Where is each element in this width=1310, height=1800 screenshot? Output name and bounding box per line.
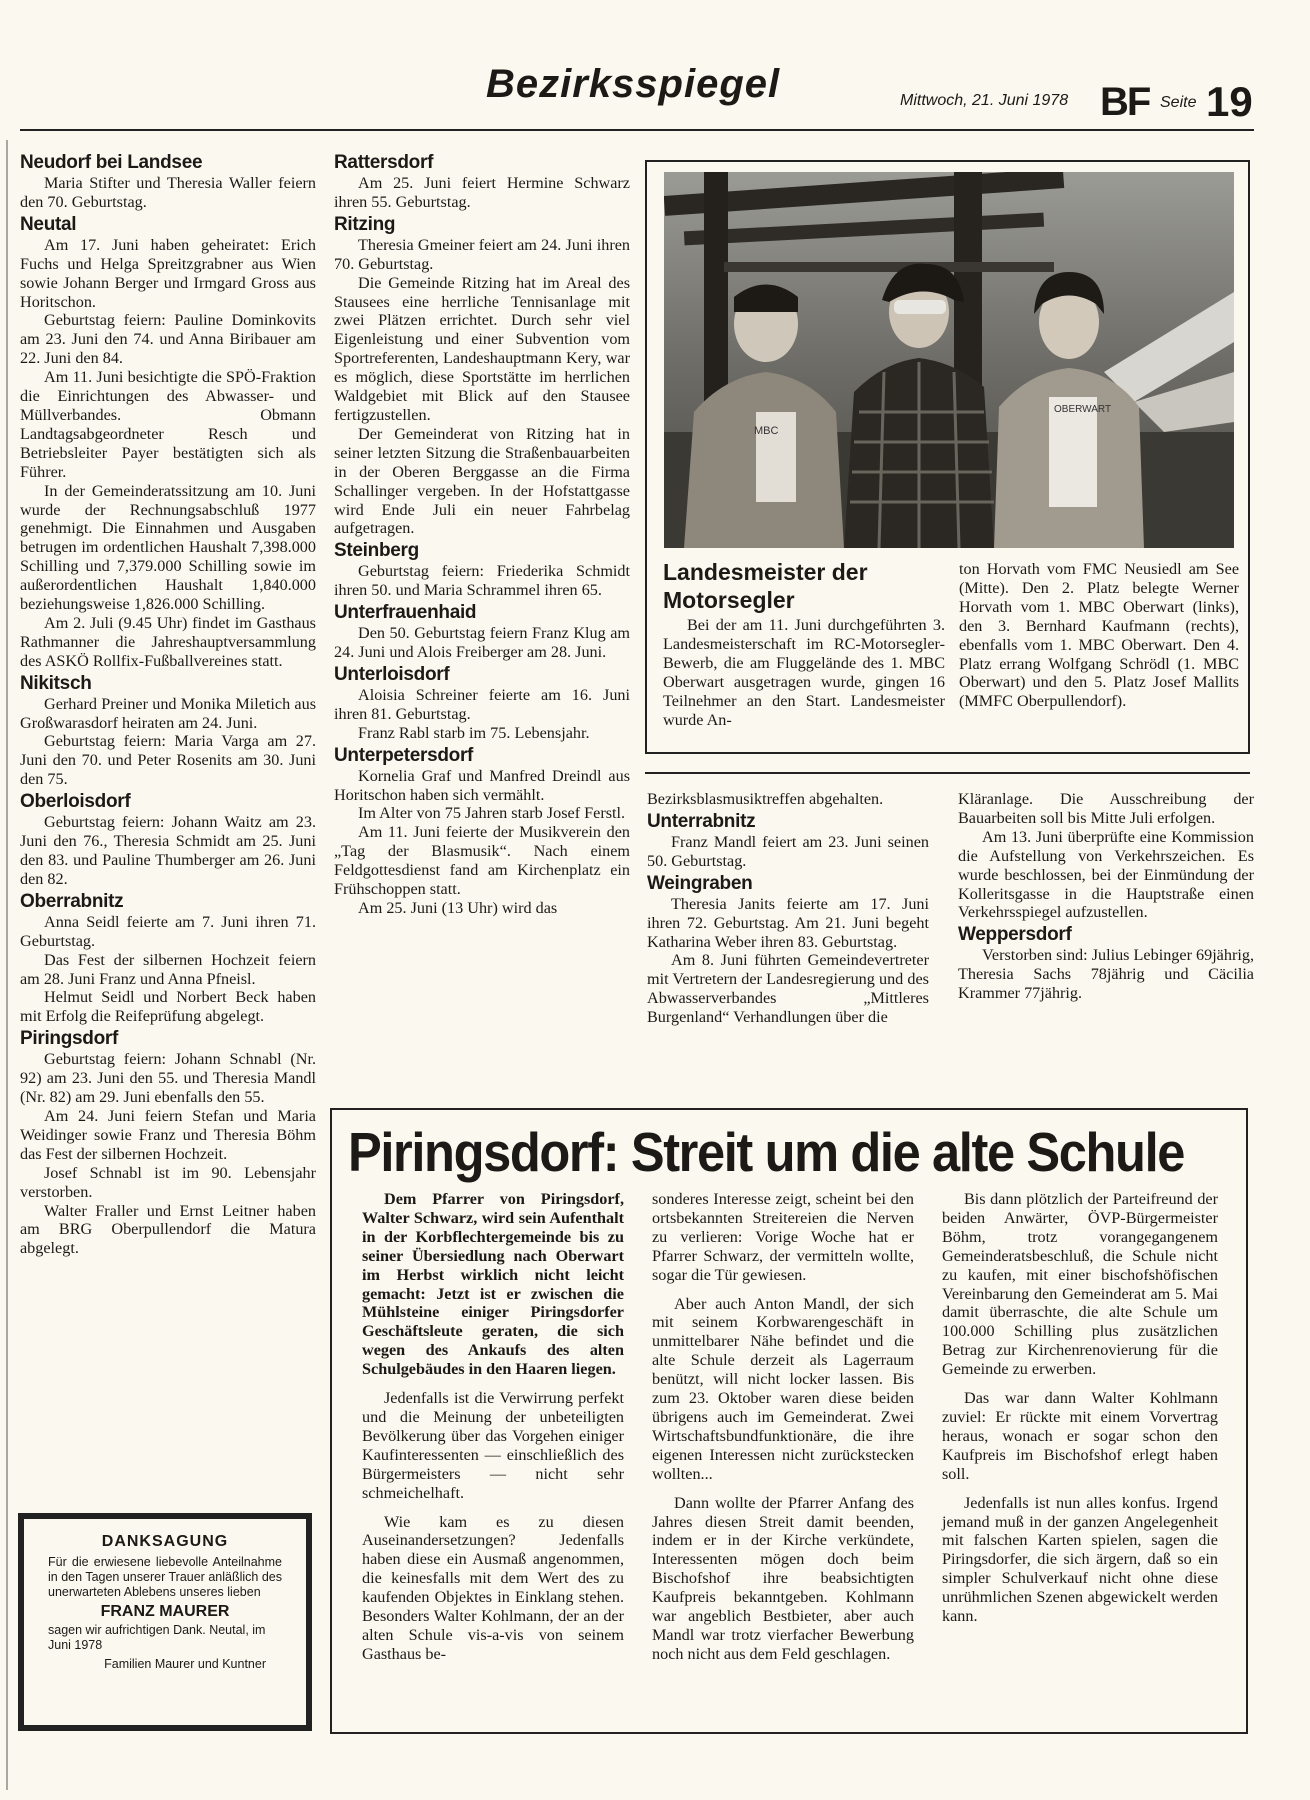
article-lead: Dem Pfarrer von Piringsdorf, Walter Schwarz, wird sein Aufenthalt in der Korbflechtergemeinde bis zu seiner Übersiedlung nach Oberwart im Herbst wirklich nicht leicht gemacht: Jetzt ist er zwischen die Mühlsteine einiger Piringsdorfer Geschäftsleute geraten, die sich wegen des Ankaufs des alten Schulgebäudes in den Haaren liegen. [362,1190,624,1379]
news-paragraph: Kornelia Graf und Manfred Dreindl aus Horitschon haben sich vermählt. [334,766,630,804]
news-paragraph: Am 13. Juni überprüfte eine Kommission die Aufstellung von Verkehrszeichen. Es wurde beschlossen, bei der Einmündung der Kolleritsgasse in die Hauptstraße einen Verkehrsspiegel aufzustellen. [958,827,1254,922]
article-paragraph: Dann wollte der Pfarrer Anfang des Jahres diesen Streit damit beenden, indem er in der Kirche verkündete, Interessenten mögen doch beim Bischofshof ihre beabsichtigten Kaufpreis bekanntgeben. Kohlmann war angeblich Bestbieter, aber auch Mandl war trotz vierfacher Bewerbung noch nicht aus dem Feld geschlagen. [652,1493,914,1663]
section-rule [645,772,1250,774]
news-paragraph: Am 25. Juni feiert Hermine Schwarz ihren 55. Geburtstag. [334,174,630,211]
article-paragraph: sonderes Interesse zeigt, scheint bei den ortsbekannten Streitereien die Nerven zu verlieren: Vorige Woche hat er Pfarrer Schwarz, der vermitteln wollte, sogar die Tür gewiesen. [652,1190,914,1284]
news-paragraph: Am 11. Juni feierte der Musikverein den „Tag der Blasmusik“. Nach einem Feldgottesdienst fand am Kirchenplatz ein Frühschoppen statt. [334,823,630,899]
article-paragraph: Jedenfalls ist die Verwirrung perfekt und die Meinung der unbeteiligten Bevölkerung über das Vorgehen einiger Kaufinteressenten — einschließlich des Bürgermeisters — nicht sehr schmeichelhaft. [362,1389,624,1502]
news-paragraph: Geburtstag feiern: Johann Schnabl (Nr. 92) am 23. Juni den 55. und Theresia Mandl (Nr. 82) am 29. Juni ebenfalls den 55. [20,1050,316,1107]
page-number: 19 [1206,78,1253,125]
thanks-body-2: sagen wir aufrichtigen Dank. Neutal, im Juni 1978 [48,1623,266,1652]
news-column-2 [334,150,630,918]
locality-heading: Neutal [20,213,77,235]
news-paragraph: Kläranlage. Die Ausschreibung der Bauarbeiten soll bis Mitte Juli erfolgen. [958,790,1254,827]
news-paragraph: Theresia Janits feierte am 17. Juni ihren 72. Geburtstag. Am 21. Juni begeht Katharina Weber ihren 83. Geburtstag. [647,894,929,951]
news-paragraph: Franz Mandl feiert am 23. Juni seinen 50. Geburtstag. [647,832,929,870]
news-paragraph: Geburtstag feiern: Johann Waitz am 23. Juni den 76., Theresia Schmidt am 25. Juni den 83. und Pauline Thumberger am 26. Juni den 82. [20,813,316,888]
article-paragraph: Wie kam es zu diesen Auseinandersetzungen? Jedenfalls haben diese ein Ausmaß angenommen, die keinesfalls mit dem Wert des zu kaufenden Objektes in Einklang stehen. Besonders Walter Kohlmann, der an der alten Schule vis-a-vis von seinem Gasthaus be- [362,1512,624,1663]
article-column-2 [652,1190,914,1674]
news-paragraph: Verstorben sind: Julius Lebinger 69jährig, Theresia Sachs 78jährig und Cäcilia Krammer 77jährig. [958,946,1254,1003]
locality-heading: Neudorf bei Landsee [20,152,203,173]
locality-heading: Piringsdorf [20,1028,119,1050]
locality-heading: Rattersdorf [334,152,434,173]
news-paragraph: Am 17. Juni haben geheiratet: Erich Fuchs und Helga Spreitzgrabner aus Wien sowie Johann Berger und Irmgard Gross aus Horitschon. [20,235,316,311]
locality-heading: Oberloisdorf [20,791,131,813]
thanks-title: DANKSAGUNG [101,1533,229,1550]
news-paragraph: Am 11. Juni besichtigte die SPÖ-Fraktion die Einrichtungen des Abwasser- und Müllverbandes. Obmann Landtagsabgeordneter Resch und Betriebsleiter Payer bestätigten sich als Führer. [20,368,316,481]
article-paragraph: Das war dann Walter Kohlmann zuviel: Er rückte mit einem Vorvertrag heraus, wonach er sogar schon den Kaufpreis im Bischofshof erlegt haben soll. [942,1389,1218,1483]
thanks-body: Für die erwiesene liebevolle Anteilnahme in den Tagen unserer Trauer anläßlich des unerwarteten Ablebens unseres lieben [48,1555,282,1599]
article-paragraph: Jedenfalls ist nun alles konfus. Irgend jemand muß in der ganzen Angelegenheit mit falschen Karten spielen, sagen die Piringsdorfer, die sich ärgern, daß so ein simpler Schulverkauf nicht ohne diese unrühmlichen Szenen abgewickelt werden kann. [942,1493,1218,1626]
locality-heading: Unterfrauenhaid [334,602,477,624]
photo-story [645,160,1250,754]
shirt-print-1: MBC [754,425,779,437]
news-paragraph: Am 25. Juni (13 Uhr) wird das [358,899,558,917]
news-paragraph: Franz Rabl starb im 75. Lebensjahr. [358,723,590,742]
locality-heading: Steinberg [334,540,419,562]
feature-article [330,1108,1248,1734]
news-column-1 [20,150,316,1258]
news-paragraph: Im Alter von 75 Jahren starb Josef Ferstl. [358,804,626,823]
news-paragraph: Anna Seidl feierte am 7. Juni ihren 71. Geburtstag. [20,912,316,950]
news-paragraph: Den 50. Geburtstag feiern Franz Klug am 24. Juni und Alois Freiberger am 28. Juni. [334,624,630,662]
news-paragraph: Geburtstag feiern: Maria Varga am 27. Juni den 70. und Peter Rosenits am 30. Juni den 75. [20,732,316,789]
obituary-thanks-notice [18,1513,312,1731]
news-paragraph: Bezirksblasmusiktreffen abgehalten. [647,790,884,808]
news-paragraph: Das Fest der silbernen Hochzeit feiern am 28. Juni Franz und Anna Pfneisl. [20,950,316,988]
photo-caption-part-2: ton Horvath vom FMC Neusiedl am See (Mitte). Den 2. Platz belegte Werner Horvath vom 1. MBC Oberwart (links), den 3. Bernhard Kaufmann (rechts), ebenfalls vom 1. MBC Oberwart. Den 4. Platz errang Wolfgang Schrödl (1. MBC Oberwart) und den 5. Platz Josef Mallits (MMFC Oberpullendorf). [959,560,1239,711]
locality-heading: Nikitsch [20,672,92,694]
article-paragraph: Bis dann plötzlich der Parteifreund der beiden Anwärter, ÖVP-Bürgermeister Böhm, trotz vorangegangenem Gemeinderatsbeschluß, die Schule nicht zu kaufen, mit einer bischofshöfischen Vereinbarung den Gemeinderat am 5. Mai damit überraschte, die alte Schule um 100.000 Schilling plus zusätzlichen Betrag zur Kirchenrenovierung für die Gemeinde zu erwerben. [942,1190,1218,1379]
news-paragraph: Helmut Seidl und Norbert Beck haben mit Erfolg die Reifeprüfung abgelegt. [20,988,316,1026]
news-paragraph: Walter Fraller und Ernst Leitner haben am BRG Oberpullendorf die Matura abgelegt. [20,1201,316,1258]
section-title: Bezirksspiegel [486,62,781,106]
news-paragraph: Geburtstag feiern: Pauline Dominkovits am 23. Juni den 74. und Anna Biribauer am 22. Juni den 84. [20,311,316,368]
news-paragraph: Der Gemeinderat von Ritzing hat in seiner letzten Sitzung die Straßenbauarbeiten in der Oberen Berggasse an die Firma Schallinger vergeben. In der Hofstattgasse wird Ende Juli ein neuer Fahrbelag aufgetragen. [334,424,630,538]
news-paragraph: Josef Schnabl ist im 90. Lebensjahr verstorben. [20,1163,316,1201]
photo-headline: Landesmeister der Motorsegler [663,559,868,613]
thanks-signature: Familien Maurer und Kuntner [104,1657,266,1671]
deceased-name: FRANZ MAURER [100,1603,230,1620]
news-paragraph: Am 2. Juli (9.45 Uhr) findet im Gasthaus Rathmanner die Jahreshauptversammlung des ASKÖ Rollfix-Fußballvereines statt. [20,613,316,670]
news-column-4 [958,790,1254,1003]
news-paragraph: Am 24. Juni feiern Stefan und Maria Weidinger sowie Franz und Theresia Böhm das Fest der silbernen Hochzeit. [20,1106,316,1163]
locality-heading: Ritzing [334,213,396,235]
photo-three-men-airfield [664,172,1234,548]
locality-heading: Unterrabnitz [647,810,756,832]
news-paragraph: Am 8. Juni führten Gemeindevertreter mit Vertretern der Landesregierung und des Abwasserverbandes „Mittleres Burgenland“ Verhandlungen über die [647,951,929,1027]
news-paragraph: Maria Stifter und Theresia Waller feiern den 70. Geburtstag. [20,174,316,211]
locality-heading: Oberrabnitz [20,890,124,912]
article-paragraph: Aber auch Anton Mandl, der sich mit seinem Korbwarengeschäft in unmittelbarer Nähe befindet und die alte Schule derzeit als Lagerraum benützt, will nicht locker lassen. Bis zum 23. Oktober waren diese beiden übrigens auch im Gemeinderat. Zwei Wirtschaftsbundfunktionäre, die ihre eigenen Interessen nicht zurückstecken wollten... [652,1294,914,1483]
newspaper-logo: BF [1100,80,1150,124]
locality-heading: Weingraben [647,872,753,894]
news-paragraph: Geburtstag feiern: Friederika Schmidt ihren 50. und Maria Schrammel ihren 65. [334,562,630,600]
news-column-3 [647,790,929,1027]
news-paragraph: Theresia Gmeiner feiert am 24. Juni ihren 70. Geburtstag. [334,235,630,273]
shirt-print-2: OBERWART [1054,404,1112,415]
issue-date: Mittwoch, 21. Juni 1978 [900,92,1069,109]
news-paragraph: Gerhard Preiner und Monika Miletich aus Großwarasdorf heiraten am 24. Juni. [20,694,316,732]
page-label: Seite [1160,94,1197,111]
article-column-1 [362,1190,624,1674]
news-paragraph: Die Gemeinde Ritzing hat im Areal des Stausees eine herrliche Tennisanlage mit zwei Plätzen errichtet. Durch sehr viel Eigenleistung und einer Subvention vom Sportreferenten, Landeshauptmann Kery, war es möglich, diese Sportstätte im herrlichen Waldgebiet mit Blick auf den Stausee fertigzustellen. [334,273,630,424]
locality-heading: Unterpetersdorf [334,744,474,766]
article-column-3 [942,1190,1218,1636]
article-headline: Piringsdorf: Streit um die alte Schule [348,1121,1185,1183]
page-edge [6,140,8,1790]
photo-caption-part-1: Bei der am 11. Juni durchgeführten 3. Landesmeisterschaft im RC-Motorsegler-Bewerb, die am Fluggelände des 1. MBC Oberwart ausgetragen wurde, gingen 16 Teilnehmer an den Start. Landesmeister wurde An- [663,616,945,729]
header-rule [20,129,1254,131]
news-paragraph: Aloisia Schreiner feierte am 16. Juni ihren 81. Geburtstag. [334,685,630,723]
locality-heading: Weppersdorf [958,924,1072,946]
news-paragraph: In der Gemeinderatssitzung am 10. Juni wurde der Rechnungsabschluß 1977 genehmigt. Die Einnahmen und Ausgaben betrugen im ordentlichen Haushalt 7,398.000 Schilling und 7,379.000 Schilling sowie im außerordentlichen Haushalt 1,840.000 beziehungsweise 1,826.000 Schilling. [20,481,316,614]
locality-heading: Unterloisdorf [334,663,450,685]
